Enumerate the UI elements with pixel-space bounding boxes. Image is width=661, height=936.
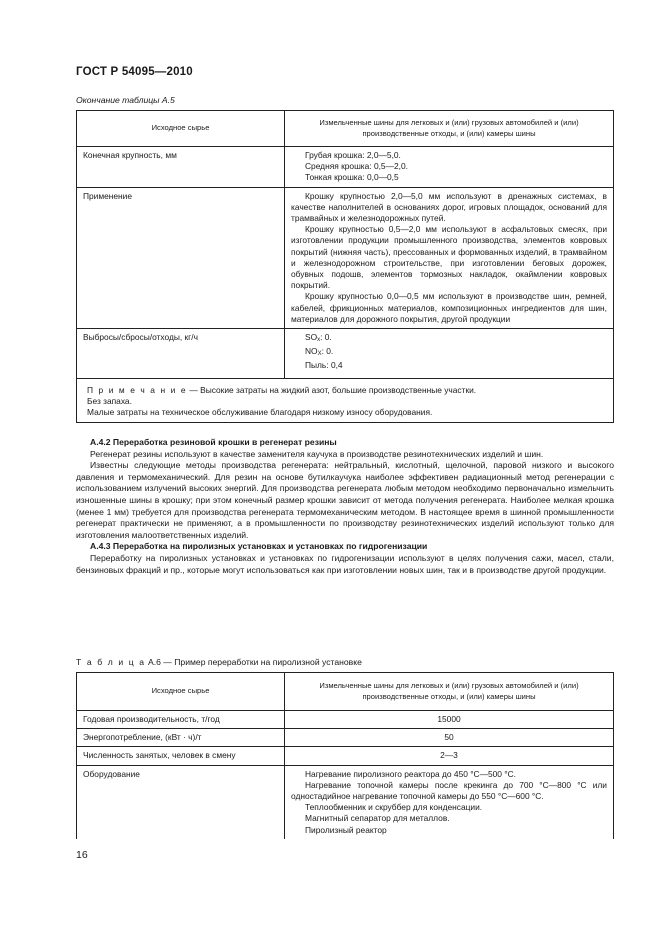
section-heading: А.4.2 Переработка резиновой крошки в регенерат резины bbox=[90, 437, 337, 447]
value-paragraph: Нагревание топочной камеры после крекинга до 700 °С—800 °С или одностадийное нагревание топочной камеры до 550 °С—600 °С. bbox=[291, 779, 607, 802]
value-paragraph: Нагревание пиролизного реактора до 450 °С—500 °С. bbox=[305, 768, 517, 779]
value-paragraph: Теплообменник и скруббер для конденсации. bbox=[305, 802, 483, 813]
row-label: Энергопотребление, (кВт · ч)/т bbox=[77, 729, 285, 747]
section-a42 bbox=[76, 437, 614, 576]
section-heading: А.4.3 Переработка на пиролизных установках и установках по гидрогенизации bbox=[90, 541, 428, 552]
emission-line: Пыль: 0,4 bbox=[305, 360, 343, 371]
emission-line: $NO_X$: 0. bbox=[305, 346, 334, 358]
table-header-row bbox=[77, 111, 614, 147]
row-label: Конечная крупность, мм bbox=[77, 147, 285, 188]
table-a6 bbox=[76, 672, 614, 839]
value-paragraph: Крошку крупностью 0,0—0,5 мм используют в производстве шин, ремней, кабелей, фрикционных материалов, композиционных ингредиентов для шин, материалов для дорожного покрытия, другой продукции bbox=[291, 291, 607, 324]
value-line: Тонкая крошка: 0,0—0,5 bbox=[305, 172, 399, 183]
paragraph: Известны следующие методы производства регенерата: нейтральный, кислотный, щелочной, паровой низкого и высокого давления и термомеханический. Для резин на основе бутилкаучука наиболее эффективен радиационный метод регенерации с использованием излучений высоких энергий. Для производства регенерата любым методом необходимо первоначально измельчить изношенные шины в крошку; при этом конечный размер крошки зависит от метода получения регенерата. Наиболее мелкая крошка (менее 1 мм) требуется для производства регенерата термомеханическим методом. В настоящее время в шинной промышленности регенерат практически не применяют, а в промышленности по производству резинотехнических изделий используют только для изготовления малоответственных изделий. bbox=[76, 460, 614, 540]
page-number: 16 bbox=[76, 849, 88, 861]
value-paragraph: Крошку крупностью 0,5—2,0 мм используют в асфальтовых смесях, при изготовлении продукции промышленного производства, элементов ковровых покрытий (нижняя часть), прессованных и формованных изделий, в трамвайном и железнодорожном строительстве, при изготовлении беговых дорожек, обувных подошв, элементов тормозных накладок, окаймлении ковровых покрытий. bbox=[291, 224, 607, 291]
table-header-source: Исходное сырье bbox=[77, 111, 285, 147]
table-row bbox=[77, 187, 614, 328]
table-note bbox=[77, 378, 614, 423]
table-row bbox=[77, 147, 614, 188]
row-value bbox=[285, 329, 614, 379]
emission-line: $SO_x$: 0. bbox=[305, 332, 332, 344]
paragraph: Регенерат резины используют в качестве заменителя каучука в производстве резинотехнических изделий и шин. bbox=[90, 448, 544, 459]
table-row bbox=[77, 729, 614, 747]
row-label: Годовая производительность, т/год bbox=[77, 711, 285, 729]
row-value: 15000 bbox=[285, 711, 614, 729]
row-value: 50 bbox=[285, 729, 614, 747]
value-line: Средняя крошка: 0,5—2,0. bbox=[305, 161, 408, 172]
value-line: Грубая крошка: 2,0—5,0. bbox=[305, 150, 401, 160]
table-row bbox=[77, 747, 614, 765]
note-line: Без запаха. bbox=[87, 395, 132, 406]
row-value bbox=[285, 147, 614, 188]
table-a5 bbox=[76, 110, 614, 423]
row-label: Численность занятых, человек в смену bbox=[77, 747, 285, 765]
table-row bbox=[77, 711, 614, 729]
row-label: Применение bbox=[77, 187, 285, 328]
value-paragraph: Пиролизный реактор bbox=[305, 824, 387, 835]
table-header-material: Измельченные шины для легковых и (или) грузовых автомобилей и (или) производственные отходы, и (или) камеры шины bbox=[285, 111, 614, 147]
table-note-row bbox=[77, 378, 614, 423]
row-value: 2—3 bbox=[285, 747, 614, 765]
doc-header-code: ГОСТ Р 54095—2010 bbox=[76, 66, 193, 78]
table-row bbox=[77, 765, 614, 839]
row-value bbox=[285, 765, 614, 839]
table-header-source: Исходное сырье bbox=[77, 673, 285, 711]
row-value bbox=[285, 187, 614, 328]
table-a6-caption: Т а б л и ц а А.6 — Пример переработки на пиролизной установке bbox=[76, 657, 362, 667]
row-label: Выбросы/сбросы/отходы, кг/ч bbox=[77, 329, 285, 379]
table-header-material: Измельченные шины для легковых и (или) грузовых автомобилей и (или) производственные отходы, и (или) камеры шины bbox=[285, 673, 614, 711]
table-header-row bbox=[77, 673, 614, 711]
note-label: П р и м е ч а н и е bbox=[87, 384, 188, 395]
value-paragraph: Крошку крупностью 2,0—5,0 мм используют в дренажных системах, в качестве наполнителей в основаниях дорог, игровых площадок, оснований для трамвайных и железнодорожных путей. bbox=[291, 190, 607, 224]
note-text: — Высокие затраты на жидкий азот, большие производственные участки. bbox=[187, 384, 477, 395]
paragraph: Переработку на пиролизных установках и установках по гидрогенизации используют в целях получения сажи, масел, стали, бензиновых фракций и пр., которые могут использоваться как при изготовлении новых шин, так и в производстве другой продукции. bbox=[76, 552, 614, 575]
table-row bbox=[77, 329, 614, 379]
value-paragraph: Магнитный сепаратор для металлов. bbox=[305, 813, 450, 824]
row-label: Оборудование bbox=[77, 765, 285, 839]
note-line: Малые затраты на техническое обслуживание благодаря низкому износу оборудования. bbox=[87, 407, 433, 418]
table-a5-caption: Окончание таблицы А.5 bbox=[76, 95, 175, 105]
